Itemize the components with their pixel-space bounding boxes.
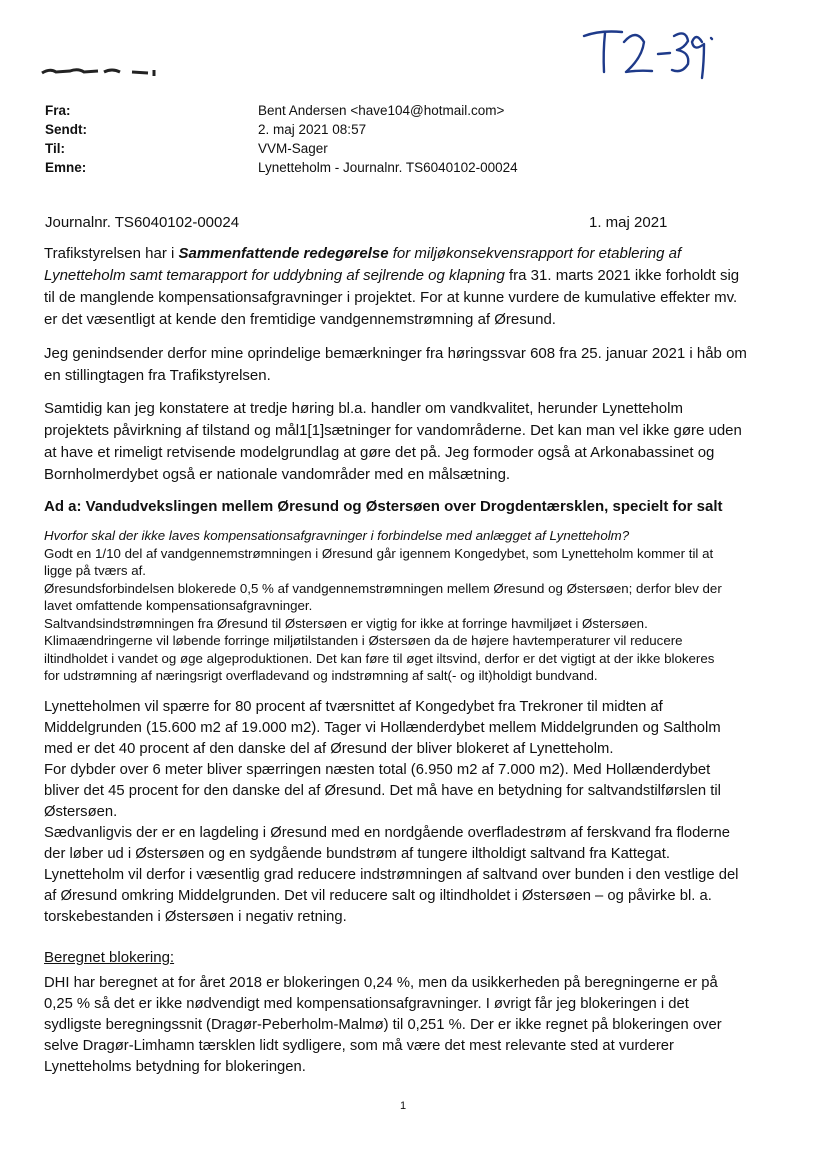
from-label: Fra:	[45, 103, 71, 118]
sent-label: Sendt:	[45, 122, 87, 137]
letter-date: 1. maj 2021	[589, 214, 668, 231]
paragraph-resubmission: Jeg genindsender derfor mine oprindelige bemærkninger fra høringssvar 608 fra 25. januar 2021 i håb om en stillingtagen fra Trafikstyrelsen.	[44, 345, 747, 384]
handwritten-stamp-t2-39	[578, 14, 718, 82]
to-label: Til:	[45, 141, 65, 156]
subject-label: Emne:	[45, 160, 87, 175]
cut-off-header-text	[40, 62, 81, 76]
journal-number: Journalnr. TS6040102-00024	[45, 214, 240, 231]
page-number: 1	[400, 1100, 407, 1112]
to-value: VVM-Sager	[258, 141, 328, 156]
paragraph-compensation: Hvorfor skal der ikke laves kompensationsafgravninger i forbindelse med anlægget af Lynetteholm? Godt en 1/10 del af vandgennemstrømningen i Øresund går igennem Kongedybet, som Lynetteholm kommer til at ligge på tværs af. Øresundsforbindelsen blokerede 0,5 % af vandgennemstrømningen mellem Øresund og Østersøen; derfor blev der lavet omfattende kompensationsafgravninger. Saltvandsindstrømningen fra Øresund til Østersøen er vigtig for ikke at forringe havmiljøet i Østersøen. Klimaændringerne vil løbende forringe miljøtilstanden i Østersøen da de højere havtemperaturer vil reducere iltindholdet i vandet og øge algeproduktionen. Det kan føre til øget iltsvind, derfor er det vigtigt at der ikke blokeres for udstrømning af næringsrigt overfladevand og indstrømning af salt(- og ilt)holdigt bundvand.	[44, 528, 722, 683]
paragraph-water-quality: Samtidig kan jeg konstatere at tredje høring bl.a. handler om vandkvalitet, herunder Lynetteholm projektets påvirkning af tilstand og mål1[1]sætninger for vandområderne. Det kan man vel ikke gøre uden at have et rimeligt retvisende modelgrundlag at gøre det på. Jeg formoder også at Arkonabassinet og Bornholmerdybet også er nationale vandområder med en målsætning.	[44, 400, 742, 483]
sent-value: 2. maj 2021 08:57	[258, 122, 367, 137]
subject-value: Lynetteholm - Journalnr. TS6040102-00024	[258, 160, 518, 175]
paragraph-blocking: Lynetteholmen vil spærre for 80 procent af tværsnittet af Kongedybet fra Trekroner til midten af Middelgrunden (15.600 m2 af 19.000 m2). Tager vi Hollænderdybet mellem Middelgrunden og Saltholm med er det 40 procent af den danske del af Øresund der bliver blokeret af Lynetteholm. For dybder over 6 meter bliver spærringen næsten total (6.950 m2 af 7.000 m2). Med Hollænderdybet bliver det 45 procent for den danske del af Øresund. Det må have en betydning for saltvandstilførslen til Østersøen. Sædvanligvis der er en lagdeling i Øresund med en nordgående overfladestrøm af ferskvand fra floderne der løber ud i Østersøen og en sydgående bundstrøm af tungere iltholdigt saltvand fra Kattegat. Lynetteholm vil derfor i væsentlig grad reducere indstrømningen af saltvand over bunden i den vestlige del af Øresund omkring Middelgrunden. Det vil reducere salt og iltindholdet i Østersøen – og påvirke bl. a. torskebestanden i Østersøen i negativ retning.	[44, 699, 739, 925]
section-heading-a: Ad a: Vandudvekslingen mellem Øresund og Østersøen over Drogdentærsklen, specielt for salt	[44, 498, 723, 515]
paragraph-dhi-calculation: DHI har beregnet at for året 2018 er blokeringen 0,24 %, men da usikkerheden på beregningerne er på 0,25 % så det er ikke nødvendigt med kompensationsafgravninger. I øvrigt får jeg blokeringen i det sydligste beregningssnit (Dragør-Peberholm-Malmø) til 0,251 %. Der er ikke regnet på blokeringen over selve Dragør-Limhamn tærsklen lidt sydligere, som må være det mest relevante sted at vurderer Lynetteholms betydning for blokeringen.	[44, 975, 722, 1075]
from-value: Bent Andersen <have104@hotmail.com>	[258, 103, 505, 118]
paragraph-intro: Trafikstyrelsen har i Sammenfattende redegørelse for miljøkonsekvensrapport for etablering af Lynetteholm samt temarapport for uddybning af sejlrende og klapning fra 31. marts 2021 ikke forholdt sig til de manglende kompensationsafgravninger i projektet. For at kunne vurdere de kumulative effekter mv. er det væsentligt at kende den fremtidige vandgennemstrømning af Øresund.	[44, 245, 740, 328]
section-heading-calculated-blocking: Beregnet blokering:	[44, 949, 175, 966]
